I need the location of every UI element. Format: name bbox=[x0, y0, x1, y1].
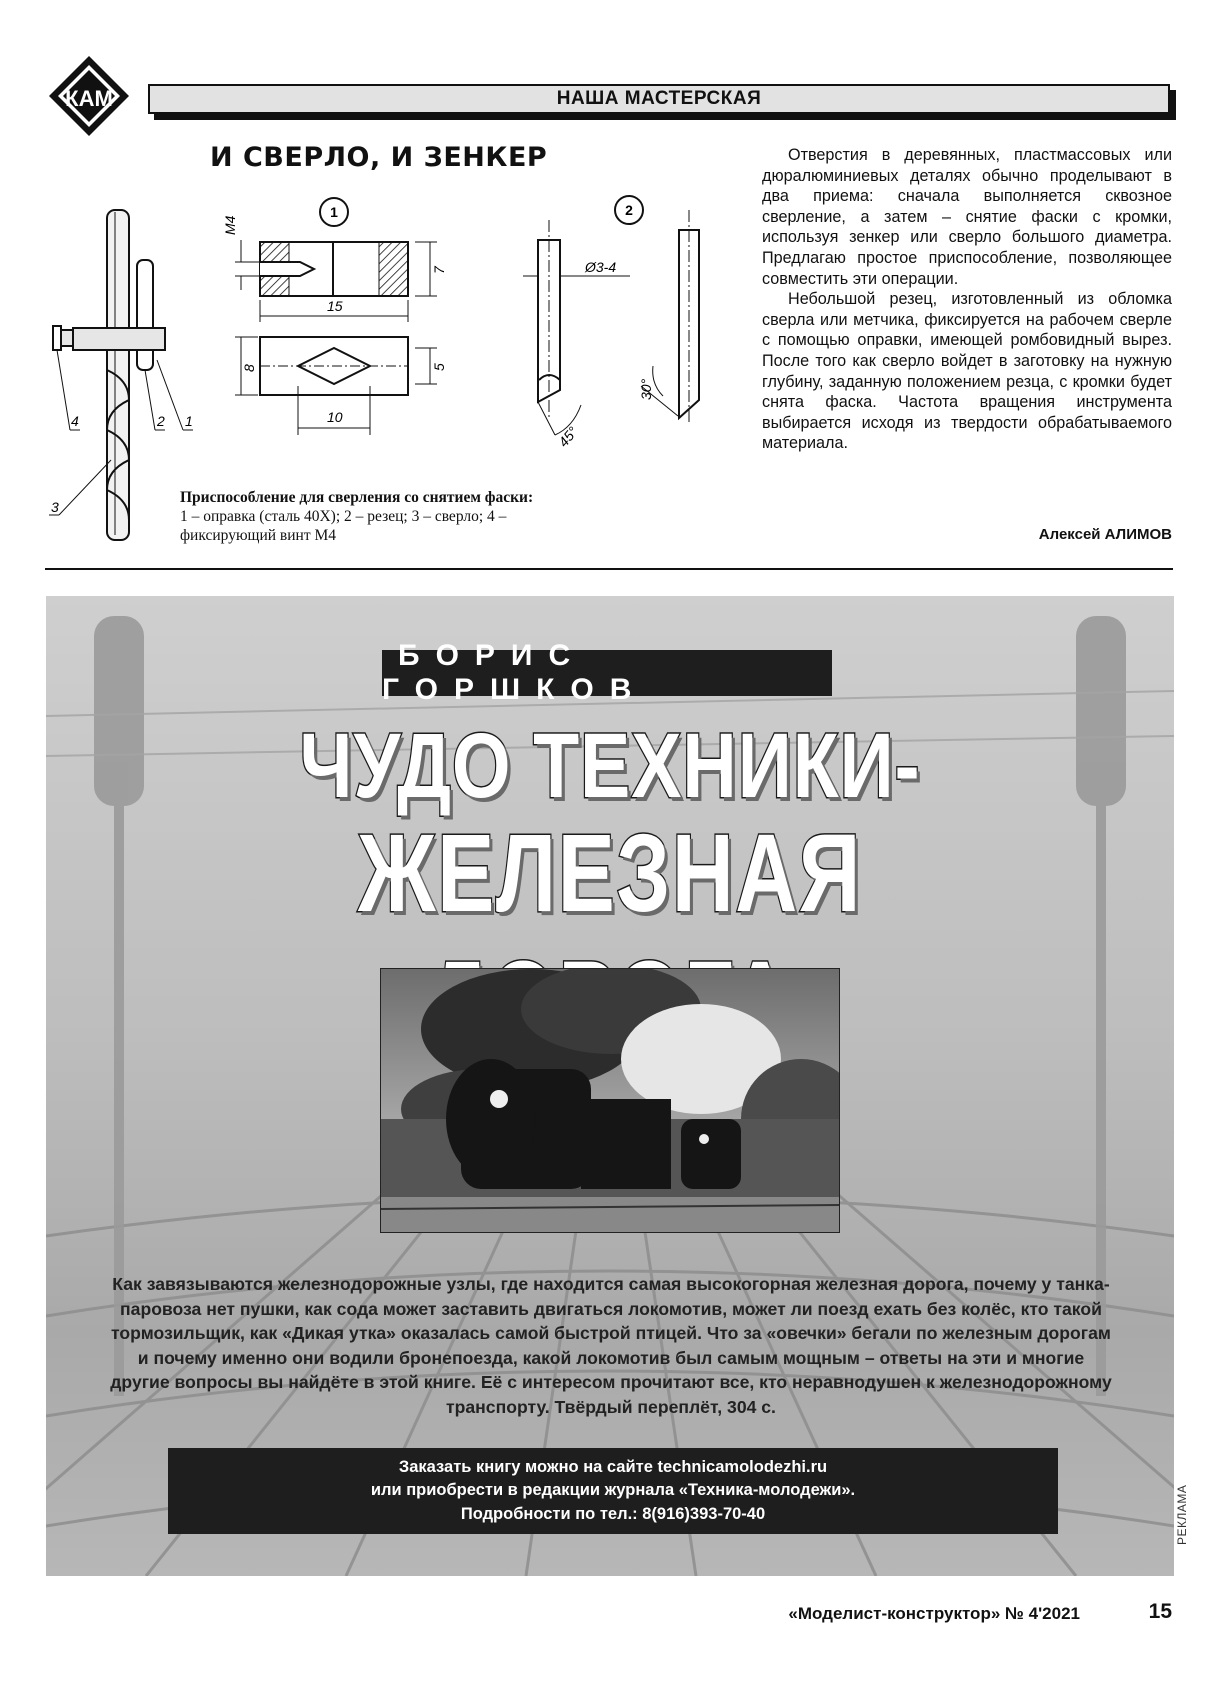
dim-height: 7 bbox=[431, 266, 447, 274]
order-line-website: Заказать книгу можно на сайте technicamolodezhi.ru bbox=[398, 1457, 828, 1476]
part-number-3: 3 bbox=[51, 499, 59, 515]
part-number-4: 4 bbox=[71, 413, 79, 429]
dim-m4: M4 bbox=[222, 215, 238, 235]
mandrel-top-view bbox=[260, 337, 408, 395]
article-body bbox=[762, 145, 1172, 454]
view-1-label: 1 bbox=[330, 204, 338, 220]
figure-caption bbox=[180, 488, 600, 545]
page-number: 15 bbox=[1148, 1600, 1172, 1623]
section-divider bbox=[45, 568, 1173, 570]
book-description: Как завязываются железнодорожные узлы, где находится самая высокогорная железная дорога, почему у танка-паровоза нет пушки, как сода может заставить двигаться локомотив, может ли поезд ехать без колёс, кто такой тормозильщик, как «Дикая утка» оказалась самой быстрой птицей. Что за «овечки» бегали по железным дорогам и почему именно они водили бронепоезда, какой локомотив был самым мощным – ответы на эти и многие другие вопросы вы найдёте в этой книге. Её с интересом прочитают все, кто неравнодушен к железнодорожному транспорту. Твёрдый переплёт, 304 с. bbox=[110, 1274, 1112, 1417]
dim-cut-length: 10 bbox=[327, 409, 343, 425]
dim-width: 8 bbox=[241, 364, 257, 372]
steam-locomotive-photo bbox=[380, 968, 840, 1233]
book-author-banner bbox=[382, 639, 832, 706]
book-author: БОРИС ГОРШКОВ bbox=[382, 639, 648, 706]
dim-angle-45: 45° bbox=[555, 423, 581, 450]
book-title-line-1: ЧУДО ТЕХНИКИ- bbox=[299, 715, 921, 817]
order-line-office: или приобрести в редакции журнала «Техника-молодежи». bbox=[370, 1481, 856, 1500]
mandrel-side-view bbox=[260, 242, 408, 296]
section-label: НАША МАСТЕРСКАЯ bbox=[556, 88, 762, 109]
article-author: Алексей АЛИМОВ bbox=[1038, 526, 1172, 543]
view-2-label: 2 bbox=[625, 202, 633, 218]
caption-text: 1 – оправка (сталь 40Х); 2 – резец; 3 – сверло; 4 – фиксирующий винт М4 bbox=[180, 508, 507, 544]
advertisement-label: РЕКЛАМА bbox=[1175, 1484, 1189, 1545]
article-title: И СВЕРЛО, И ЗЕНКЕР bbox=[210, 142, 548, 173]
dim-cut-width: 5 bbox=[431, 363, 447, 371]
order-info-box bbox=[168, 1448, 1058, 1534]
dim-length: 15 bbox=[327, 298, 343, 314]
article-paragraph-2: Небольшой резец, изготовленный из обломка сверла или метчика, фиксируется на рабочем сверле с помощью оправки, имеющей ромбовидный вырез. После того как сверло войдет в заготовку на нужную глубину, заданную положением резца, с кромки будет снята фаска. Частота вращения инструмента выбирается исходя из твердости обрабатываемого материала. bbox=[762, 290, 1172, 453]
article-paragraph-1: Отверстия в деревянных, пластмассовых или дюралюминиевых деталях обычно проделывают в два приема: сначала выполняется сквозное сверление, а затем – снятие фаски с кромки, используя зенкер или сверло большого диаметра. Предлагаю простое приспособление, позволяющее совместить эти операции. bbox=[762, 146, 1172, 288]
order-line-phone: Подробности по тел.: 8(916)393-70-40 bbox=[460, 1504, 766, 1523]
cutter-side-view bbox=[679, 210, 699, 422]
cutter-front-view bbox=[538, 220, 560, 420]
part-number-2: 2 bbox=[157, 413, 165, 429]
book-advertisement bbox=[46, 596, 1174, 1576]
caption-title: Приспособление для сверления со снятием фаски: bbox=[180, 489, 534, 506]
section-header bbox=[148, 84, 1170, 114]
tool-assembly bbox=[53, 210, 165, 540]
magazine-issue: «Моделист-конструктор» № 4'2021 bbox=[788, 1604, 1080, 1623]
dim-diameter: Ø3-4 bbox=[585, 259, 617, 275]
dim-angle-30: 30° bbox=[638, 378, 654, 400]
part-number-1: 1 bbox=[185, 413, 193, 429]
book-title-line-2: ЖЕЛЕЗНАЯ bbox=[357, 812, 863, 935]
dimension-lines-3 bbox=[523, 276, 630, 435]
magazine-logo bbox=[48, 55, 130, 137]
logo-text: КАМ bbox=[65, 86, 113, 111]
